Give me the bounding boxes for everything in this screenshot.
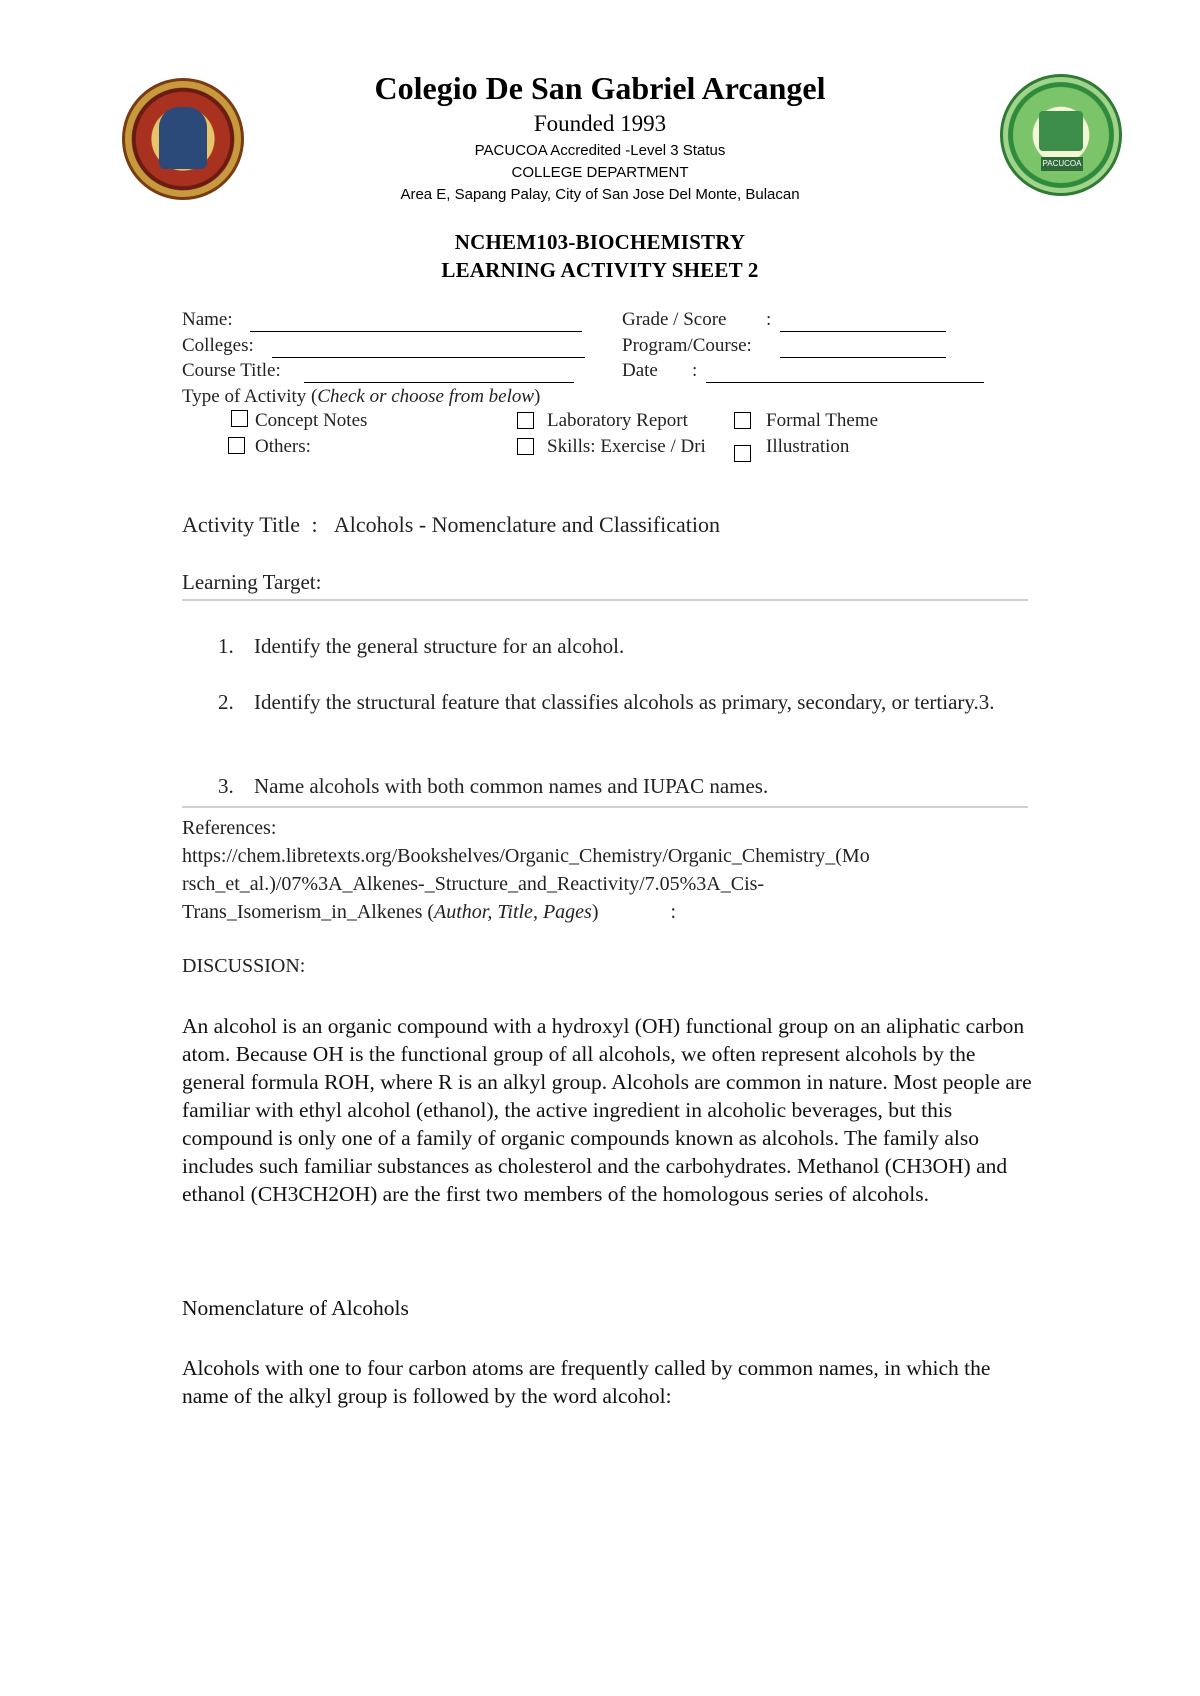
- colleges-input-line[interactable]: [272, 357, 585, 358]
- nomenclature-heading: Nomenclature of Alcohols: [182, 1296, 409, 1320]
- activity-type-text: Type of Activity (: [182, 386, 318, 407]
- school-address: Area E, Sapang Palay, City of San Jose Del Monte, Bulacan: [400, 186, 800, 203]
- learning-target-bottom-rule: [182, 806, 1028, 808]
- formal-theme-checkbox[interactable]: [734, 412, 751, 429]
- colleges-label: Colleges:: [182, 335, 254, 356]
- illustration-label: Illustration: [766, 436, 850, 457]
- concept-notes-label: Concept Notes: [255, 410, 368, 431]
- activity-sheet-title: LEARNING ACTIVITY SHEET 2: [441, 258, 759, 282]
- laboratory-report-checkbox[interactable]: [517, 412, 534, 429]
- activity-type-label: [182, 386, 540, 408]
- program-course-label: Program/Course:: [622, 335, 752, 356]
- activity-title-row: [182, 512, 720, 538]
- skills-exercise-checkbox[interactable]: [517, 438, 534, 455]
- founded-year: Founded 1993: [533, 111, 667, 136]
- target-text: Identify the structural feature that classifies alcohols as primary, secondary, or tertiary.3.: [254, 690, 995, 714]
- course-title-input-line[interactable]: [304, 382, 574, 383]
- reference-url-line3-row: [182, 898, 1032, 926]
- citation-hint: Author, Title, Pages: [434, 901, 592, 923]
- grade-score-input-line[interactable]: [780, 331, 946, 332]
- discussion-paragraph: An alcohol is an organic compound with a hydroxyl (OH) functional group on an aliphatic carbon atom. Because OH is the functional group of all alcohols, we often represent alcohols by the general formula ROH, where R is an alkyl group. Alcohols are common in nature. Most people are familiar with ethyl alcohol (ethanol), the active ingredient in alcoholic beverages, but this compound is only one of a family of organic compounds known as alcohols. The family also includes such familiar substances as cholesterol and the carbohydrates. Methanol (CH3OH) and ethanol (CH3CH2OH) are the first two members of the homologous series of alcohols.: [182, 1014, 1032, 1206]
- discussion-label: DISCUSSION:: [182, 955, 306, 977]
- target-number: 1.: [218, 634, 234, 658]
- grade-score-colon: :: [766, 309, 772, 330]
- reference-close-paren: ): [591, 901, 599, 923]
- date-label: Date: [622, 360, 658, 381]
- illustration-checkbox[interactable]: [734, 445, 751, 462]
- reference-trailing-colon: :: [670, 901, 677, 923]
- program-course-input-line[interactable]: [780, 357, 946, 358]
- reference-url-line3[interactable]: Trans_Isomerism_in_Alkenes (: [182, 901, 435, 923]
- course-code-title: NCHEM103-BIOCHEMISTRY: [454, 230, 746, 254]
- skills-exercise-label: Skills: Exercise / Dri: [547, 436, 706, 457]
- name-input-line[interactable]: [250, 331, 582, 332]
- activity-title-label: Activity Title: [182, 512, 300, 537]
- learning-target-top-rule: [182, 599, 1028, 601]
- accreditation-status: PACUCOA Accredited -Level 3 Status: [474, 142, 726, 159]
- laboratory-report-label: Laboratory Report: [547, 410, 688, 431]
- department-name: COLLEGE DEPARTMENT: [511, 164, 689, 181]
- name-label: Name:: [182, 309, 233, 330]
- target-number: 2.: [218, 690, 234, 714]
- target-number: 3.: [218, 774, 234, 798]
- pacucoa-badge-text: PACUCOA: [1041, 157, 1083, 171]
- others-label: Others:: [255, 436, 311, 457]
- learning-target-label: Learning Target:: [182, 570, 322, 594]
- reference-url-line1[interactable]: https://chem.libretexts.org/Bookshelves/Organic_Chemistry/Organic_Chemistry_(Mo: [182, 845, 870, 867]
- concept-notes-checkbox[interactable]: [231, 410, 248, 427]
- date-colon: :: [692, 360, 698, 381]
- target-text: Identify the general structure for an alcohol.: [254, 634, 625, 658]
- course-title-label: Course Title:: [182, 360, 281, 381]
- target-text: Name alcohols with both common names and IUPAC names.: [254, 774, 769, 798]
- formal-theme-label: Formal Theme: [766, 410, 879, 431]
- school-name: Colegio De San Gabriel Arcangel: [374, 70, 826, 106]
- activity-type-hint: Check or choose from below: [317, 386, 535, 407]
- references-block: [182, 814, 1032, 926]
- references-label: References:: [182, 817, 277, 839]
- others-checkbox[interactable]: [228, 437, 245, 454]
- nomenclature-paragraph: Alcohols with one to four carbon atoms are frequently called by common names, in which the name of the alkyl group is followed by the word alcohol:: [182, 1356, 991, 1408]
- activity-type-close: ): [534, 386, 541, 407]
- reference-url-line2[interactable]: rsch_et_al.)/07%3A_Alkenes-_Structure_and_Reactivity/7.05%3A_Cis-: [182, 873, 765, 895]
- activity-title-value: Alcohols - Nomenclature and Classification: [333, 512, 721, 537]
- date-input-line[interactable]: [706, 382, 984, 383]
- activity-title-colon: :: [311, 512, 318, 537]
- grade-score-label: Grade / Score: [622, 309, 727, 330]
